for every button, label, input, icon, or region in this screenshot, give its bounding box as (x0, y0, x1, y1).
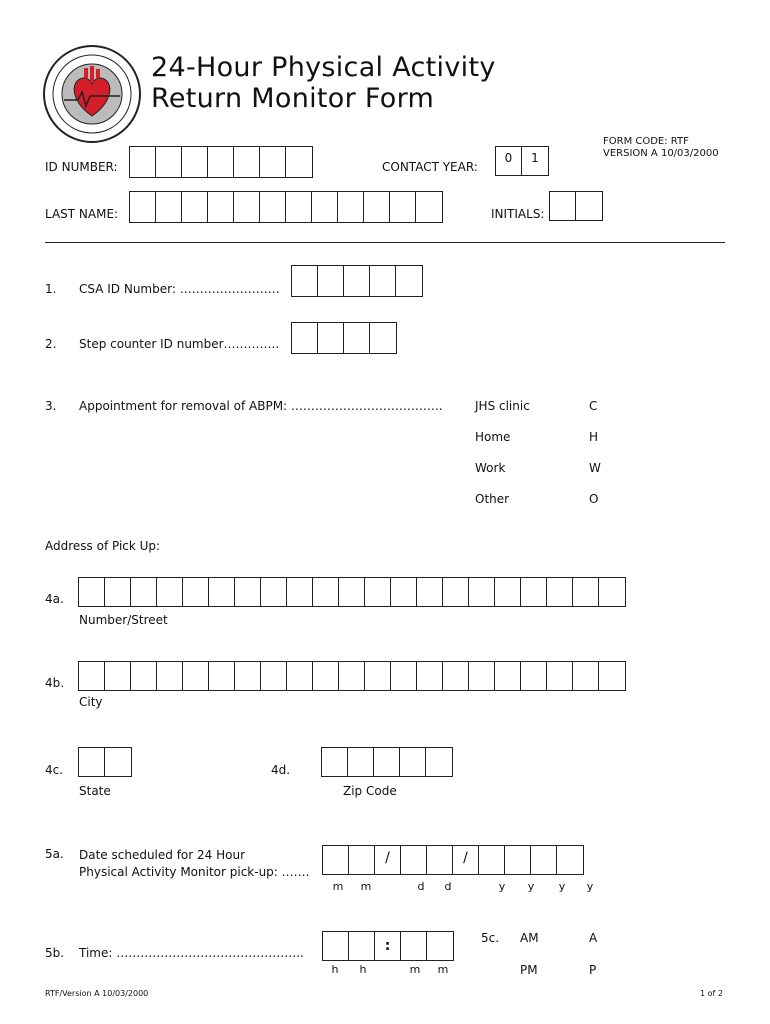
q2-number: 2. (45, 337, 57, 351)
q2-label: Step counter ID number………….. (79, 337, 280, 351)
last-name-box[interactable] (286, 192, 312, 222)
street-box[interactable] (469, 578, 495, 606)
last-name-box[interactable] (182, 192, 208, 222)
minute-box[interactable] (427, 932, 453, 960)
street-box[interactable] (573, 578, 599, 606)
date-separator: / (375, 846, 401, 874)
month-box[interactable] (323, 846, 349, 874)
street-box[interactable] (287, 578, 313, 606)
q5c-number: 5c. (481, 931, 500, 945)
option-jhs-clinic[interactable]: JHS clinic (475, 399, 530, 413)
option-work[interactable]: Work (475, 461, 506, 475)
initials-label: INITIALS: (491, 207, 545, 221)
last-name-label: LAST NAME: (45, 207, 119, 221)
date-unit-label: m (332, 880, 344, 893)
csa-id-box[interactable] (344, 266, 370, 296)
hour-box[interactable] (323, 932, 349, 960)
option-code[interactable]: P (589, 963, 597, 977)
last-name-box[interactable] (130, 192, 156, 222)
city-box[interactable] (339, 662, 365, 690)
last-name-box[interactable] (338, 192, 364, 222)
zip-box[interactable] (348, 748, 374, 776)
q3-label: Appointment for removal of ABPM: ……………………………….. (79, 399, 443, 413)
street-box[interactable] (365, 578, 391, 606)
street-box[interactable] (209, 578, 235, 606)
zip-box[interactable] (400, 748, 426, 776)
day-box[interactable] (401, 846, 427, 874)
city-box[interactable] (365, 662, 391, 690)
id-number-box[interactable] (260, 147, 286, 177)
state-boxes[interactable] (78, 747, 132, 777)
city-box[interactable] (183, 662, 209, 690)
street-box[interactable] (547, 578, 573, 606)
time-boxes[interactable] (322, 931, 454, 961)
header-divider (45, 242, 725, 243)
last-name-box[interactable] (260, 192, 286, 222)
time-unit-label: h (359, 963, 367, 976)
city-box[interactable] (547, 662, 573, 690)
step-counter-box[interactable] (292, 323, 318, 353)
id-number-box[interactable] (208, 147, 234, 177)
option-code[interactable]: W (589, 461, 601, 475)
q4c-number: 4c. (45, 763, 64, 777)
zip-box[interactable] (374, 748, 400, 776)
year-box[interactable] (505, 846, 531, 874)
date-unit-label: y (558, 880, 566, 893)
option-pm[interactable]: PM (520, 963, 538, 977)
day-box[interactable] (427, 846, 453, 874)
q5a-number: 5a. (45, 847, 64, 861)
option-code[interactable]: A (589, 931, 598, 945)
last-name-box[interactable] (208, 192, 234, 222)
city-box[interactable] (443, 662, 469, 690)
page-number: 1 of 2 (700, 989, 723, 998)
city-box[interactable] (313, 662, 339, 690)
city-box[interactable] (495, 662, 521, 690)
form-version: VERSION A 10/03/2000 (603, 148, 719, 159)
city-box[interactable] (157, 662, 183, 690)
csa-id-box[interactable] (318, 266, 344, 296)
city-box[interactable] (131, 662, 157, 690)
title-line-2: Return Monitor Form (151, 83, 435, 114)
q4b-number: 4b. (45, 676, 65, 690)
city-box[interactable] (599, 662, 625, 690)
date-unit-label: m (360, 880, 372, 893)
q1-label: CSA ID Number: ……………………. (79, 282, 280, 296)
city-boxes[interactable] (78, 661, 626, 691)
id-number-box[interactable] (234, 147, 260, 177)
state-box[interactable] (105, 748, 131, 776)
form-code: FORM CODE: RTF (603, 136, 689, 147)
q4d-number: 4d. (271, 763, 291, 777)
address-heading: Address of Pick Up: (45, 539, 161, 553)
option-code[interactable]: O (589, 492, 599, 506)
year-box[interactable] (479, 846, 505, 874)
q3-number: 3. (45, 399, 57, 413)
zip-box[interactable] (426, 748, 452, 776)
city-box[interactable] (417, 662, 443, 690)
street-box[interactable] (235, 578, 261, 606)
jackson-heart-study-logo (42, 44, 142, 144)
time-unit-label: m (409, 963, 421, 976)
zip-box[interactable] (322, 748, 348, 776)
zip-boxes[interactable] (321, 747, 453, 777)
form-title (151, 52, 496, 114)
city-box[interactable] (391, 662, 417, 690)
step-counter-box[interactable] (344, 323, 370, 353)
street-box[interactable] (157, 578, 183, 606)
minute-box[interactable] (401, 932, 427, 960)
last-name-box[interactable] (234, 192, 260, 222)
q4a-number: 4a. (45, 592, 64, 606)
q4a-caption: Number/Street (79, 613, 168, 627)
date-unit-label: d (444, 880, 452, 893)
footer-version: RTF/Version A 10/03/2000 (45, 989, 149, 998)
year-box[interactable] (557, 846, 583, 874)
date-unit-label: y (527, 880, 535, 893)
q5b-label: Time: ……………………………………….. (79, 946, 304, 960)
street-box[interactable] (443, 578, 469, 606)
time-separator: : (375, 932, 401, 960)
pickup-date-boxes[interactable] (322, 845, 584, 875)
city-box[interactable] (287, 662, 313, 690)
street-box[interactable] (261, 578, 287, 606)
city-box[interactable] (261, 662, 287, 690)
step-counter-box[interactable] (318, 323, 344, 353)
last-name-boxes[interactable] (129, 191, 443, 223)
city-box[interactable] (105, 662, 131, 690)
street-box[interactable] (417, 578, 443, 606)
date-unit-label: y (498, 880, 506, 893)
street-box[interactable] (391, 578, 417, 606)
contact-year-digit-2: 1 (531, 151, 539, 165)
q5a-line-2: Physical Activity Monitor pick-up: ……. (79, 865, 310, 879)
initials-box[interactable] (550, 192, 576, 220)
id-number-boxes[interactable] (129, 146, 313, 178)
city-box[interactable] (79, 662, 105, 690)
q5a-line-1: Date scheduled for 24 Hour (79, 848, 246, 862)
id-number-box[interactable] (182, 147, 208, 177)
city-box[interactable] (573, 662, 599, 690)
street-box[interactable] (131, 578, 157, 606)
id-number-box[interactable] (156, 147, 182, 177)
option-code[interactable]: C (589, 399, 598, 413)
year-box[interactable] (531, 846, 557, 874)
city-box[interactable] (235, 662, 261, 690)
option-code[interactable]: H (589, 430, 599, 444)
street-boxes[interactable] (78, 577, 626, 607)
city-box[interactable] (209, 662, 235, 690)
date-separator: / (453, 846, 479, 874)
street-box[interactable] (339, 578, 365, 606)
time-unit-label: m (437, 963, 449, 976)
q1-number: 1. (45, 282, 57, 296)
csa-id-boxes[interactable] (291, 265, 423, 297)
contact-year-label: CONTACT YEAR: (382, 160, 478, 174)
street-box[interactable] (183, 578, 209, 606)
city-box[interactable] (469, 662, 495, 690)
last-name-box[interactable] (390, 192, 416, 222)
last-name-box[interactable] (416, 192, 442, 222)
month-box[interactable] (349, 846, 375, 874)
option-other[interactable]: Other (475, 492, 510, 506)
initials-box[interactable] (576, 192, 602, 220)
city-box[interactable] (521, 662, 547, 690)
q4c-caption: State (79, 784, 111, 798)
state-box[interactable] (79, 748, 105, 776)
csa-id-box[interactable] (370, 266, 396, 296)
id-number-label: ID NUMBER: (45, 160, 118, 174)
initials-boxes[interactable] (549, 191, 603, 221)
title-line-1: 24-Hour Physical Activity (151, 52, 496, 83)
street-box[interactable] (495, 578, 521, 606)
time-unit-label: h (331, 963, 339, 976)
csa-id-box[interactable] (396, 266, 422, 296)
option-am[interactable]: AM (520, 931, 539, 945)
step-counter-boxes[interactable] (291, 322, 397, 354)
contact-year-digit-1: 0 (496, 147, 522, 175)
id-number-box[interactable] (130, 147, 156, 177)
q5b-number: 5b. (45, 946, 65, 960)
csa-id-box[interactable] (292, 266, 318, 296)
contact-year-boxes (495, 146, 549, 176)
option-home[interactable]: Home (475, 430, 511, 444)
date-unit-label: d (417, 880, 425, 893)
street-box[interactable] (313, 578, 339, 606)
q4d-caption: Zip Code (343, 784, 397, 798)
street-box[interactable] (599, 578, 625, 606)
last-name-box[interactable] (312, 192, 338, 222)
street-box[interactable] (79, 578, 105, 606)
q4b-caption: City (79, 695, 103, 709)
id-number-box[interactable] (286, 147, 312, 177)
date-unit-label: y (586, 880, 594, 893)
q5a-label (79, 847, 309, 881)
form-meta (603, 136, 719, 160)
step-counter-box[interactable] (370, 323, 396, 353)
last-name-box[interactable] (156, 192, 182, 222)
hour-box[interactable] (349, 932, 375, 960)
last-name-box[interactable] (364, 192, 390, 222)
street-box[interactable] (105, 578, 131, 606)
street-box[interactable] (521, 578, 547, 606)
